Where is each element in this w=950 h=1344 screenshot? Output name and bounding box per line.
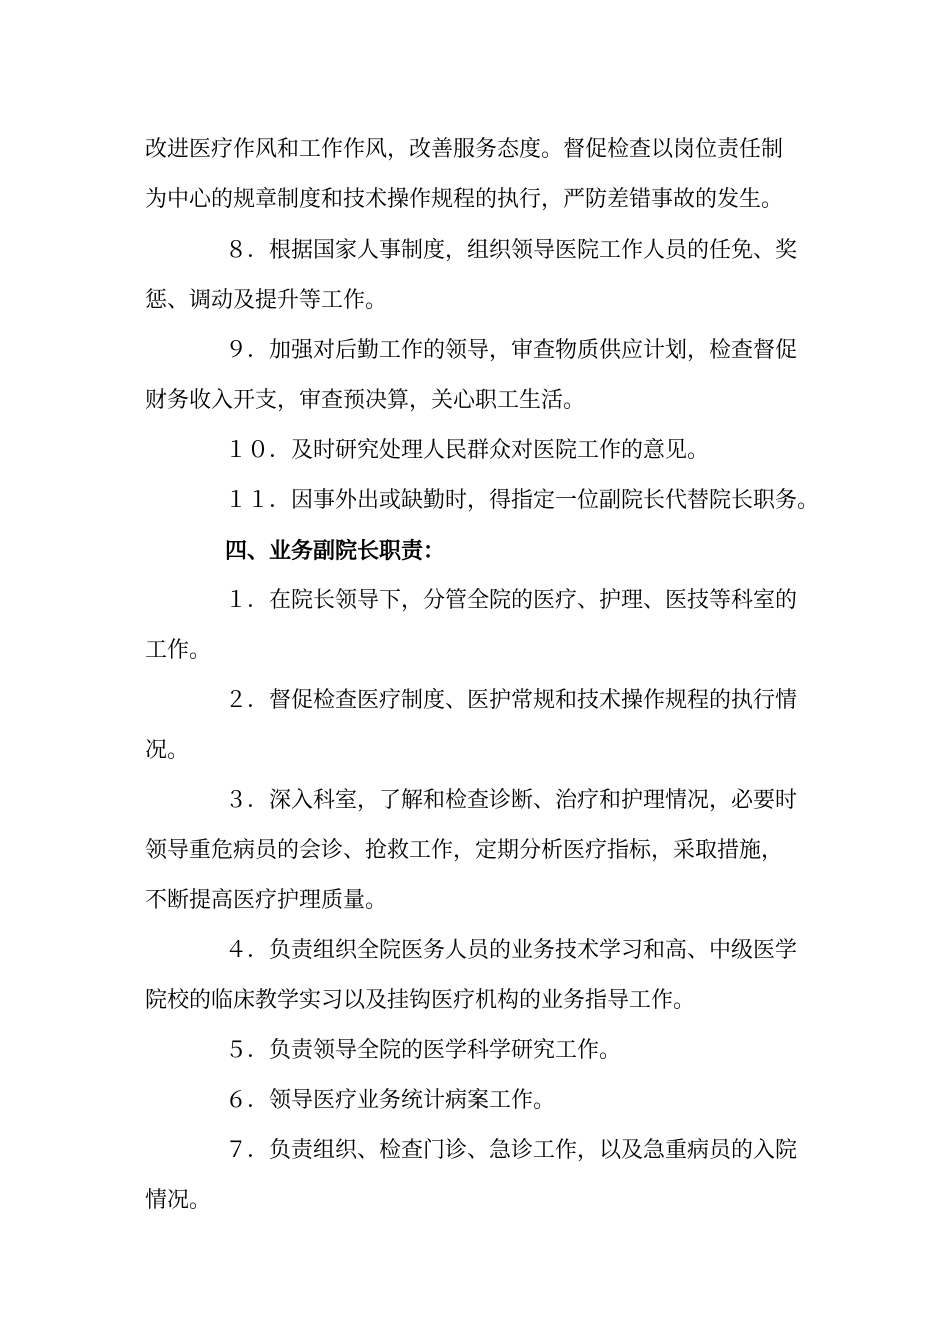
- paragraph-line: 改进医疗作风和工作作风，改善服务态度。督促检查以岗位责任制: [145, 137, 784, 162]
- list-item-10: １０．及时研究处理人民群众对医院工作的意见。: [225, 438, 710, 463]
- paragraph-line: 况。: [145, 738, 190, 763]
- list-item-9: ９．加强对后勤工作的领导，审查物质供应计划，检查督促: [225, 338, 798, 363]
- list-item-7: ７．负责组织、检查门诊、急诊工作，以及急重病员的入院: [225, 1138, 798, 1163]
- list-item-5: ５．负责领导全院的医学科学研究工作。: [225, 1038, 622, 1063]
- list-item-6: ６．领导医疗业务统计病案工作。: [225, 1088, 556, 1113]
- paragraph-line: 院校的临床教学实习以及挂钩医疗机构的业务指导工作。: [145, 988, 696, 1013]
- list-item-4: ４．负责组织全院医务人员的业务技术学习和高、中级医学: [225, 938, 798, 963]
- list-item-8: ８．根据国家人事制度，组织领导医院工作人员的任免、奖: [225, 238, 798, 263]
- paragraph-line: 领导重危病员的会诊、抢救工作，定期分析医疗指标，采取措施，: [145, 838, 784, 863]
- paragraph-line: 财务收入开支，审查预决算，关心职工生活。: [145, 388, 586, 413]
- paragraph-line: 情况。: [145, 1188, 212, 1213]
- paragraph-line: 不断提高医疗护理质量。: [145, 888, 388, 913]
- paragraph-line: 为中心的规章制度和技术操作规程的执行，严防差错事故的发生。: [145, 187, 784, 212]
- paragraph-line: 工作。: [145, 638, 212, 663]
- list-item-2: ２．督促检查医疗制度、医护常规和技术操作规程的执行情: [225, 688, 798, 713]
- section-heading: 四、业务副院长职责：: [225, 538, 446, 564]
- list-item-11: １１．因事外出或缺勤时，得指定一位副院长代替院长职务。: [225, 488, 820, 513]
- list-item-1: １．在院长领导下，分管全院的医疗、护理、医技等科室的: [225, 588, 798, 613]
- list-item-3: ３．深入科室，了解和检查诊断、治疗和护理情况，必要时: [225, 788, 798, 813]
- paragraph-line: 惩、调动及提升等工作。: [145, 288, 388, 313]
